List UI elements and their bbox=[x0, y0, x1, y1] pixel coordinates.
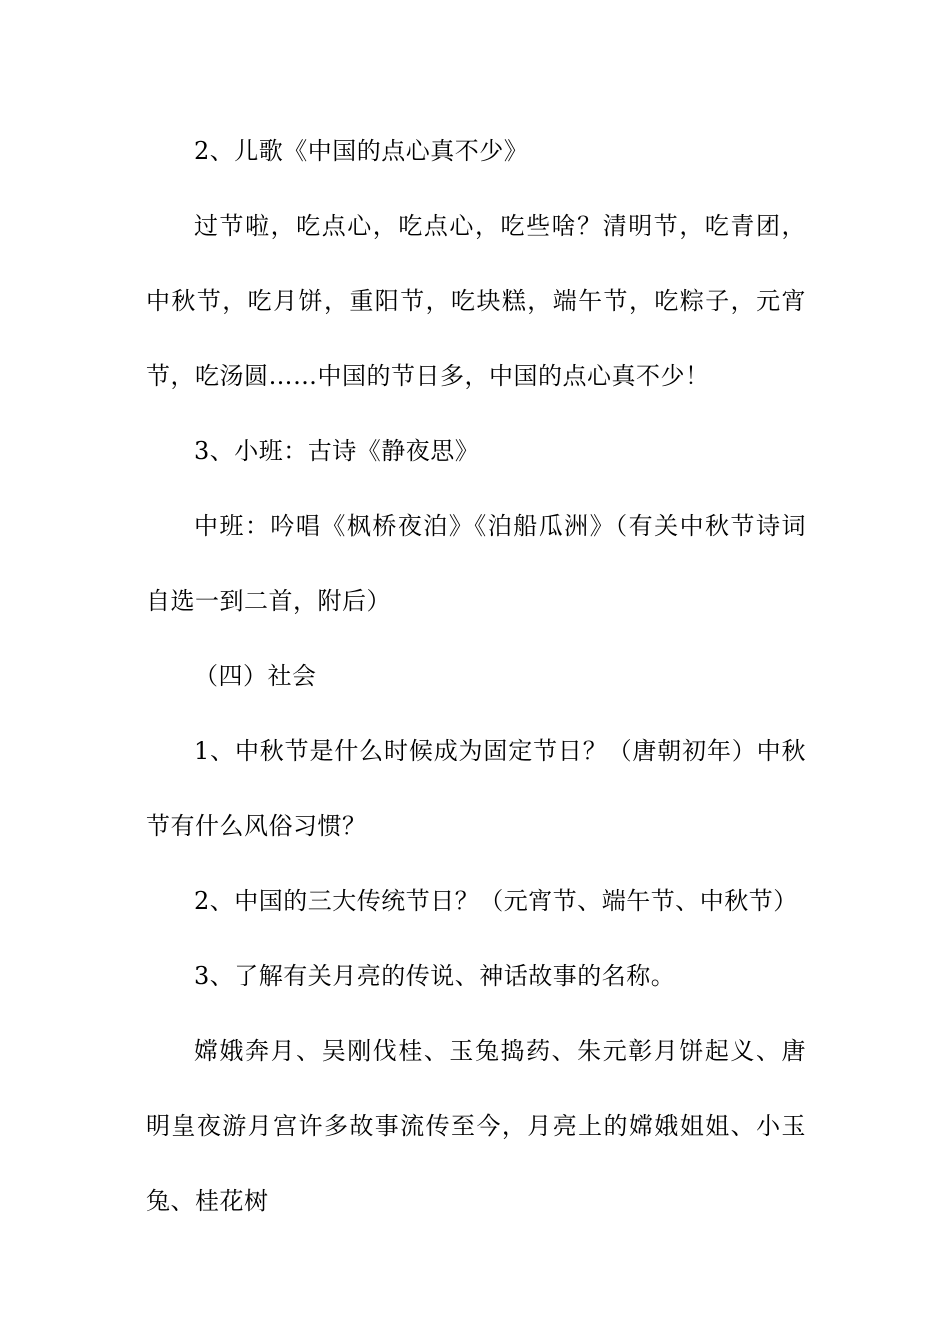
paragraph-question-3: 3、了解有关月亮的传说、神话故事的名称。 bbox=[194, 962, 676, 990]
paragraph-middle-class-poems: 中班：吟唱《枫桥夜泊》《泊船瓜洲》（有关中秋节诗词自选一到二首，附后） bbox=[146, 512, 806, 615]
section-heading-social: （四）社会 bbox=[194, 662, 317, 690]
paragraph-song-lyrics: 过节啦，吃点心，吃点心，吃些啥？清明节，吃青团，中秋节，吃月饼，重阳节，吃块糕，端午节，吃粽子，元宵节，吃汤圆……中国的节日多，中国的点心真不少！ bbox=[146, 212, 806, 390]
paragraph-legends: 嫦娥奔月、吴刚伐桂、玉兔捣药、朱元彰月饼起义、唐明皇夜游月宫许多故事流传至今，月亮上的嫦娥姐姐、小玉兔、桂花树 bbox=[146, 1037, 806, 1215]
paragraph-question-1: 1、中秋节是什么时候成为固定节日？（唐朝初年）中秋节有什么风俗习惯？ bbox=[146, 737, 806, 840]
paragraph-song-title: 2、儿歌《中国的点心真不少》 bbox=[194, 137, 529, 165]
paragraph-small-class-poem: 3、小班：古诗《静夜思》 bbox=[194, 437, 480, 465]
paragraph-question-2: 2、中国的三大传统节日？（元宵节、端午节、中秋节） bbox=[194, 887, 798, 915]
